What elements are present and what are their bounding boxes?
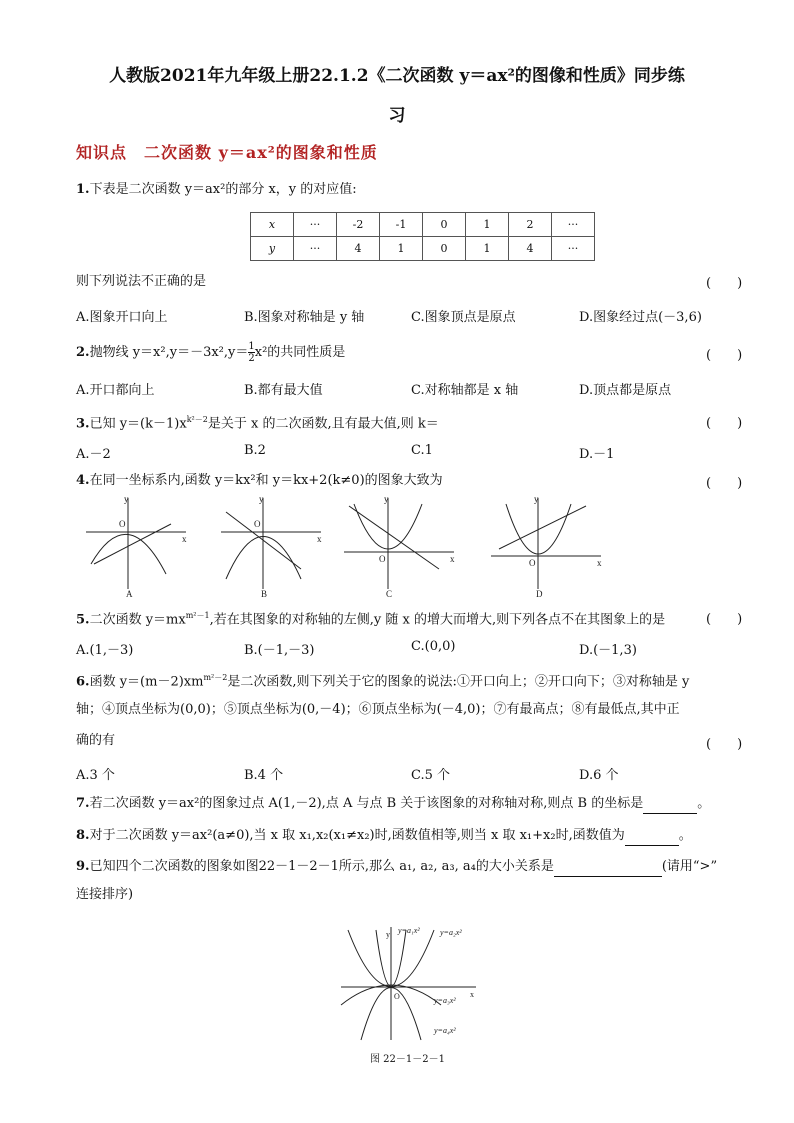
option-b[interactable]: B.都有最大值 — [244, 383, 323, 398]
option-a[interactable]: A.图象开口向上 — [76, 310, 168, 325]
graph-c[interactable] — [344, 494, 455, 599]
option-c[interactable]: C.5 个 — [411, 768, 451, 783]
question-4: 4.在同一坐标系内,函数 y＝kx²和 y＝kx+2(k≠0)的图象大致为 — [76, 473, 443, 488]
graph-d[interactable] — [491, 494, 602, 599]
table-cell: 0 — [423, 213, 466, 237]
origin-label: O — [394, 992, 400, 1001]
graph-label-b: B — [261, 589, 268, 599]
question-3: 3.已知 $y=(k-1)x^{k^2-2}$是关于 x 的二次函数,且有最大值,则 k＝ — [76, 415, 439, 432]
axis-x-label: x — [597, 558, 602, 568]
axis-x-label: x — [182, 534, 187, 544]
origin-label: O — [379, 554, 386, 564]
table-row — [251, 237, 595, 261]
curve-label-a2: y=a₂x² — [440, 928, 462, 937]
axis-y-label: y — [534, 494, 539, 504]
question-7: 7.若二次函数 y＝ax²的图象过点 A(1,－2),点 A 与点 B 关于该图象的对称轴对称,则点 B 的坐标是 。 — [76, 794, 710, 814]
option-a[interactable]: A.3 个 — [76, 768, 115, 783]
question-6-line3: 确的有 — [76, 733, 116, 748]
q4-option-graphs — [86, 494, 626, 599]
option-d[interactable]: D.图象经过点(－3,6) — [579, 310, 702, 325]
answer-paren[interactable]: ( ) — [706, 612, 743, 627]
table-row — [251, 213, 595, 237]
graph-b[interactable] — [221, 494, 322, 599]
option-c[interactable]: C.(0,0) — [411, 639, 456, 654]
question-6: 6.函数 $y=(m-2)xm^{m^2-2}$是二次函数,则下列关于它的图象的说法:①开口向上；②开口向下；③对称轴是 y — [76, 673, 690, 690]
option-a[interactable]: A.开口都向上 — [76, 383, 155, 398]
axis-x-label: x — [317, 534, 322, 544]
question-6-line2: 轴；④顶点坐标为(0,0)；⑤顶点坐标为(0,－4)；⑥顶点坐标为(－4,0)；⑦有最高点；⑧有最低点,其中正 — [76, 702, 680, 717]
axis-x-label: x — [470, 990, 474, 999]
axis-y-label: y — [259, 494, 264, 504]
axis-y-label: y — [124, 494, 129, 504]
option-b[interactable]: B.(－1,－3) — [244, 643, 315, 658]
origin-label: O — [529, 558, 536, 568]
option-d[interactable]: D.顶点都是原点 — [579, 383, 672, 398]
question-2: 2.抛物线 y＝x²,y＝－3x²,y＝ $\frac{1}{2}$ x²的共同性质是 — [76, 341, 346, 364]
option-d[interactable]: D.(－1,3) — [579, 643, 637, 658]
question-1-stem: 则下列说法不正确的是 — [76, 274, 207, 289]
axis-y-label: y — [384, 494, 389, 504]
answer-paren[interactable]: ( ) — [706, 416, 743, 431]
axis-x-label: x — [450, 554, 455, 564]
section-heading: 知识点 二次函数 y＝ax²的图象和性质 — [76, 143, 378, 162]
table-cell: ··· — [294, 237, 337, 261]
question-1: 1.下表是二次函数 y＝ax²的部分 x，y 的对应值: — [76, 182, 357, 197]
graph-a[interactable] — [86, 494, 187, 599]
table-cell: 1 — [466, 237, 509, 261]
value-table — [250, 212, 595, 261]
question-9-line2: 连接排序) — [76, 887, 134, 902]
table-cell: ··· — [552, 237, 595, 261]
table-cell: -2 — [337, 213, 380, 237]
origin-label: O — [119, 519, 126, 529]
answer-paren[interactable]: ( ) — [706, 348, 743, 363]
graph-label-a: A — [126, 589, 133, 599]
option-d[interactable]: D.－1 — [579, 447, 615, 462]
question-9: 9.已知四个二次函数的图象如图22－1－2－1所示,那么 a₁, a₂, a₃, a₄的大小关系是 (请用“>” — [76, 857, 717, 877]
option-a[interactable]: A.(1,－3) — [76, 643, 134, 658]
curve-label-a3: y=a₃x² — [434, 996, 456, 1005]
table-cell: ··· — [552, 213, 595, 237]
origin-label: O — [254, 519, 261, 529]
answer-paren[interactable]: ( ) — [706, 276, 743, 291]
table-cell: x — [251, 213, 294, 237]
option-d[interactable]: D.6 个 — [579, 768, 619, 783]
curve-label-a1: y=a₁x² — [398, 926, 420, 935]
answer-blank[interactable] — [625, 831, 679, 846]
option-a[interactable]: A.－2 — [76, 447, 111, 462]
answer-paren[interactable]: ( ) — [706, 476, 743, 491]
answer-blank[interactable] — [643, 799, 697, 814]
table-cell: 4 — [509, 237, 552, 261]
figure-caption: 图 22－1－2－1 — [370, 1054, 445, 1065]
axis-y-label: y — [386, 930, 390, 939]
question-8: 8.对于二次函数 y＝ax²(a≠0),当 x 取 x₁,x₂(x₁≠x₂)时,函数值相等,则当 x 取 x₁+x₂时,函数值为 。 — [76, 826, 692, 846]
table-cell: 4 — [337, 237, 380, 261]
option-b[interactable]: B.图象对称轴是 y 轴 — [244, 310, 365, 325]
answer-paren[interactable]: ( ) — [706, 737, 743, 752]
table-cell: 1 — [380, 237, 423, 261]
table-cell: 2 — [509, 213, 552, 237]
option-c[interactable]: C.图象顶点是原点 — [411, 310, 516, 325]
option-c[interactable]: C.1 — [411, 443, 433, 458]
table-cell: y — [251, 237, 294, 261]
graph-label-c: C — [386, 589, 393, 599]
option-b[interactable]: B.4 个 — [244, 768, 284, 783]
table-cell: 0 — [423, 237, 466, 261]
curve-label-a4: y=a₄x² — [434, 1026, 456, 1035]
q9-figure — [336, 925, 486, 1045]
answer-blank[interactable] — [554, 862, 662, 877]
option-c[interactable]: C.对称轴都是 x 轴 — [411, 383, 519, 398]
page-title: 人教版2021年九年级上册22.1.2《二次函数 y＝ax²的图像和性质》同步练 习 — [109, 66, 685, 126]
graph-label-d: D — [536, 589, 543, 599]
option-b[interactable]: B.2 — [244, 443, 266, 458]
table-cell: -1 — [380, 213, 423, 237]
table-cell: 1 — [466, 213, 509, 237]
table-cell: ··· — [294, 213, 337, 237]
question-5: 5.二次函数 $y=mx^{m^2-1}$,若在其图象的对称轴的左侧,y 随 x 的增大而增大,则下列各点不在其图象上的是 — [76, 611, 666, 628]
